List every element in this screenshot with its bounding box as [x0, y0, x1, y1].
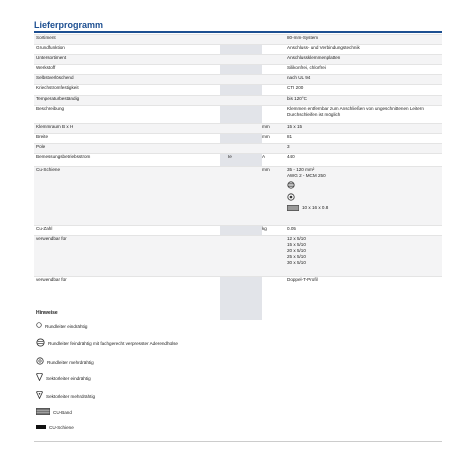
spec-label: verwendbar für: [36, 277, 67, 282]
spec-value: [287, 144, 290, 150]
spec-value-line: Silikonfrei, chlorfrei: [287, 65, 326, 70]
spec-value-line: Doppel-T-Profil: [287, 277, 318, 282]
spec-label: verwendbar für: [36, 236, 67, 241]
spec-value-line: 12 x 5/10: [287, 236, 306, 241]
spec-value-line: 80-mm-System: [287, 35, 319, 40]
spec-row: [34, 105, 442, 124]
spec-value-line: 3: [287, 144, 290, 149]
spec-extra-dim: 10 x 16 x 0.8: [302, 205, 329, 210]
spec-value-line: Anschluss- und Verbindungstechnik: [287, 45, 360, 50]
spec-label: Sortiment: [36, 35, 56, 40]
circle-stranded-icon: [36, 357, 44, 368]
note-item: [36, 322, 87, 331]
spec-label: Bemessungsbetriebsstrom: [36, 154, 91, 159]
spec-label: Breite: [36, 134, 49, 139]
spec-value-line: Klemmen entfernbar zum Anschließen von ungeschnittenen Leitern: [287, 106, 424, 111]
spec-label: Klemmraum B x H: [36, 124, 74, 129]
circle-hatched-icon: [36, 338, 45, 350]
spec-value: [287, 75, 310, 81]
note-item: [36, 357, 94, 368]
spec-label: Cu-Schiene: [36, 167, 61, 172]
spec-value-line: 440: [287, 154, 295, 159]
spec-value: [287, 277, 318, 283]
spec-value-line: 25 x 5/10: [287, 254, 306, 259]
note-item: [36, 338, 178, 350]
circle-stranded-icon: [287, 193, 328, 203]
sector-icon: [36, 373, 43, 384]
note-item: [36, 424, 74, 432]
spec-unit: kg: [262, 226, 267, 231]
spec-value: [287, 154, 295, 160]
spec-value: [287, 96, 307, 102]
cu-bar-icon: [36, 424, 46, 432]
spec-label: Werkstoff: [36, 65, 56, 70]
spec-value-line: 15 x 15: [287, 124, 303, 129]
spec-row: [34, 235, 442, 277]
spec-label: Grundfunktion: [36, 45, 65, 50]
spec-value: [287, 124, 302, 130]
spec-label: Kriechstromfestigkeit: [36, 85, 79, 90]
sheet-title: Lieferprogramm: [34, 20, 104, 30]
spec-symbol: Ie: [228, 154, 232, 159]
spec-value: [287, 226, 296, 232]
cu-band-icon: [36, 408, 50, 418]
spec-value-line: 81: [287, 134, 293, 139]
note-text: Rundleiter mehrdrähtig: [47, 359, 94, 365]
spec-value-line: Durchschleifen ist möglich: [287, 112, 341, 117]
bottom-divider: [34, 441, 442, 442]
spec-value-line: nach UL 94: [287, 75, 311, 80]
spec-unit: A: [262, 154, 266, 159]
note-item: [36, 391, 95, 402]
spec-label: Beschreibung: [36, 106, 65, 111]
spec-unit: mm: [262, 167, 270, 172]
spec-unit: mm: [262, 134, 270, 139]
spec-unit: mm: [262, 124, 270, 129]
circle-conductor-icon: [287, 181, 328, 191]
spec-value: [287, 55, 340, 61]
spec-value-line: 0.05: [287, 226, 296, 231]
spec-value-line: CTI 200: [287, 85, 304, 90]
spec-label: Untersortiment: [36, 55, 67, 60]
spec-value-line: 20 x 5/10: [287, 248, 306, 253]
note-text: Rundleiter feindrähtig mit fachgerecht verpresster Aderendhülse: [48, 341, 178, 346]
spec-value-line: 15 x 5/10: [287, 242, 306, 247]
spec-label: Cu-Zahl: [36, 226, 53, 231]
spec-value: [287, 134, 292, 140]
spec-label: Selbstverlöschend: [36, 75, 74, 80]
note-text: Sektorleiter eindrähtig: [46, 375, 91, 381]
spec-value: [287, 167, 328, 211]
spec-label: Pole: [36, 144, 46, 149]
cu-band-icon: [287, 205, 328, 211]
sector-stranded-icon: [36, 391, 43, 402]
circle-outline-icon: [36, 322, 42, 331]
note-text: Rundleiter eindrähtig: [45, 323, 88, 329]
note-item: [36, 408, 72, 418]
note-item: [36, 373, 91, 384]
spec-value-line: 35 - 120 mm²: [287, 167, 315, 172]
spec-row: [34, 166, 442, 226]
spec-value-line: Anschlussklemmenplatten: [287, 55, 341, 60]
note-text: Sektorleiter mehrdrähtig: [46, 393, 96, 399]
title-underline: [34, 31, 442, 33]
note-text: CU-Band: [53, 410, 72, 415]
spec-value: [287, 236, 306, 266]
spec-value: [287, 65, 326, 71]
spec-value-line: bis 120°C: [287, 96, 307, 101]
spec-value-line: AWG 2 - MCM 250: [287, 173, 326, 178]
spec-value: [287, 45, 360, 51]
notes-title: Hinweise: [36, 310, 58, 316]
spec-value: [287, 35, 318, 41]
spec-row: [34, 153, 442, 167]
spec-row: [34, 276, 442, 287]
product-sheet: [34, 20, 442, 450]
spec-label: Temperaturbeständig: [36, 96, 80, 101]
spec-value-line: 30 x 5/10: [287, 260, 306, 265]
note-text: CU-Schiene: [49, 425, 74, 430]
spec-value: [287, 85, 303, 91]
spec-value: [287, 106, 424, 118]
